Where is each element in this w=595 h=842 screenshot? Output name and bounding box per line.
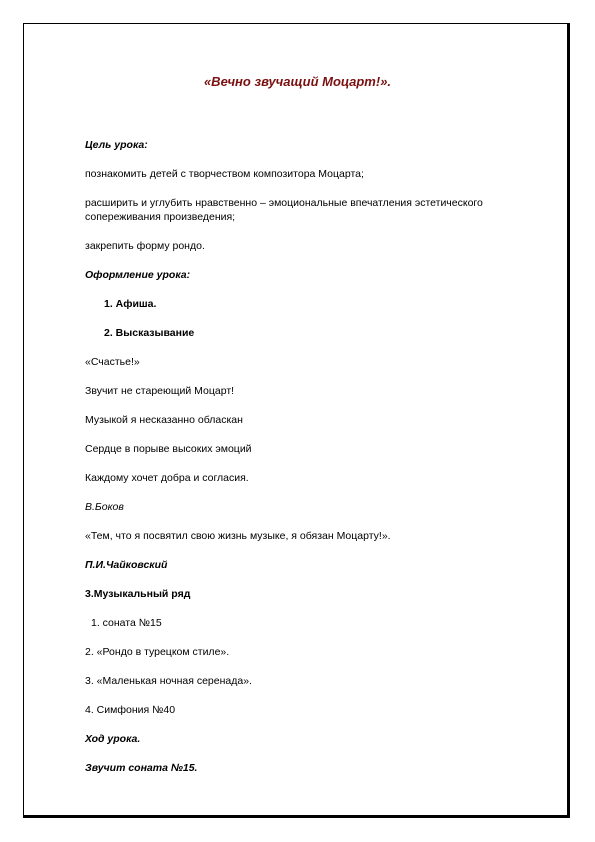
music-item-1: 1. соната №15 (91, 617, 162, 629)
poem-author: В.Боков (85, 501, 124, 513)
quote-author: П.И.Чайковский (85, 559, 168, 571)
design-item-poster: 1. Афиша. (104, 298, 157, 310)
goal-heading: Цель урока: (85, 139, 148, 151)
goal-item-3: закрепить форму рондо. (85, 240, 205, 252)
poem-line-4: Сердце в порыве высоких эмоций (85, 443, 252, 455)
lesson-heading: Ход урока. (85, 733, 141, 745)
poem-line-2: Звучит не стареющий Моцарт! (85, 385, 235, 397)
music-item-4: 4. Симфония №40 (85, 704, 176, 716)
document-title: «Вечно звучащий Моцарт!». (203, 74, 392, 89)
lesson-sub: Звучит соната №15. (85, 762, 198, 774)
quote: «Тем, что я посвятил свою жизнь музыке, я обязан Моцарту!». (85, 530, 391, 542)
design-item-statement: 2. Высказывание (104, 327, 195, 339)
goal-item-2-line-2: сопереживания произведения; (85, 211, 236, 223)
goal-item-2-line-1: расширить и углубить нравственно – эмоциональные впечатления эстетического (85, 197, 483, 209)
goal-item-1: познакомить детей с творчеством композитора Моцарта; (85, 168, 364, 180)
music-heading: 3.Музыкальный ряд (85, 588, 191, 600)
design-heading: Оформление урока: (85, 269, 191, 281)
poem-line-5: Каждому хочет добра и согласия. (85, 472, 249, 484)
music-item-3: 3. «Маленькая ночная серенада». (85, 675, 252, 687)
poem-line-3: Музыкой я несказанно обласкан (85, 414, 243, 426)
poem-line-1: «Счастье!» (85, 356, 140, 368)
music-item-2: 2. «Рондо в турецком стиле». (85, 646, 230, 658)
